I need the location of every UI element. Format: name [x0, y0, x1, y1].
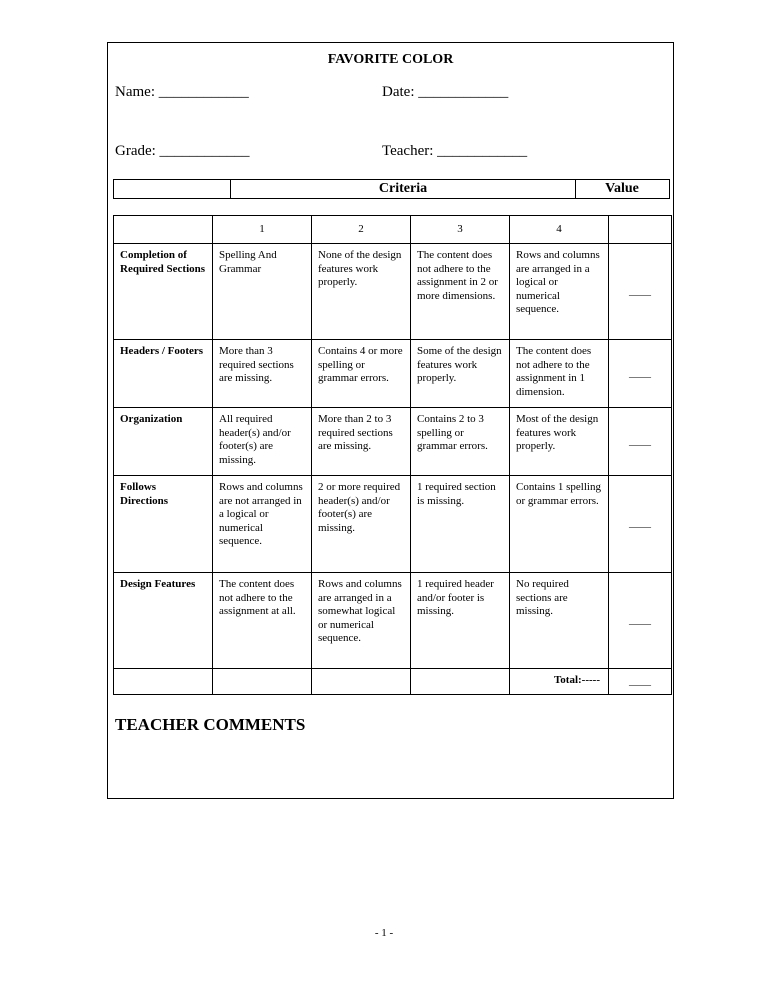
- descriptor-cell: None of the design features work properly.: [312, 244, 411, 340]
- score-column-1: 1: [213, 216, 312, 244]
- score-column-4: 4: [510, 216, 609, 244]
- criterion-label: Headers / Footers: [114, 340, 213, 408]
- descriptor-cell: 2 or more required header(s) and/or footer(s) are missing.: [312, 476, 411, 573]
- document-title: FAVORITE COLOR: [327, 52, 454, 67]
- rubric-page-frame: [107, 42, 674, 799]
- value-heading: Value: [605, 181, 639, 196]
- descriptor-cell: All required header(s) and/or footer(s) are missing.: [213, 408, 312, 476]
- rubric-row: [114, 573, 672, 669]
- rubric-header-row: [114, 216, 672, 244]
- total-label: Total:-----: [510, 669, 609, 695]
- score-column-3: 3: [411, 216, 510, 244]
- total-blank-cell: [411, 669, 510, 695]
- total-value-blank[interactable]: ____: [609, 669, 672, 695]
- total-blank-cell: [213, 669, 312, 695]
- criteria-heading: Criteria: [231, 180, 576, 198]
- criterion-label: Design Features: [114, 573, 213, 669]
- descriptor-cell: Contains 1 spelling or grammar errors.: [510, 476, 609, 573]
- descriptor-cell: More than 2 to 3 required sections are missing.: [312, 408, 411, 476]
- descriptor-cell: Some of the design features work properly.: [411, 340, 510, 408]
- descriptor-cell: Spelling And Grammar: [213, 244, 312, 340]
- rubric-row: [114, 340, 672, 408]
- descriptor-cell: Rows and columns are arranged in a somewhat logical or numerical sequence.: [312, 573, 411, 669]
- descriptor-cell: 1 required header and/or footer is missing.: [411, 573, 510, 669]
- descriptor-cell: Rows and columns are arranged in a logical or numerical sequence.: [510, 244, 609, 340]
- rubric-table: [113, 215, 672, 695]
- total-blank-cell: [114, 669, 213, 695]
- descriptor-cell: Contains 4 or more spelling or grammar errors.: [312, 340, 411, 408]
- rubric-row: [114, 408, 672, 476]
- criteria-header-bar: [113, 179, 670, 199]
- rubric-row: [114, 476, 672, 573]
- value-blank[interactable]: ____: [609, 340, 672, 408]
- descriptor-cell: The content does not adhere to the assignment in 1 dimension.: [510, 340, 609, 408]
- teacher-field: Teacher: ____________: [382, 143, 528, 159]
- descriptor-cell: The content does not adhere to the assignment in 2 or more dimensions.: [411, 244, 510, 340]
- name-field: Name: ____________: [115, 84, 249, 100]
- descriptor-cell: Contains 2 to 3 spelling or grammar errors.: [411, 408, 510, 476]
- value-blank[interactable]: ____: [609, 244, 672, 340]
- criterion-label: Organization: [114, 408, 213, 476]
- grade-field: Grade: ____________: [115, 143, 250, 159]
- criterion-label: Follows Directions: [114, 476, 213, 573]
- value-blank[interactable]: ____: [609, 408, 672, 476]
- descriptor-cell: Most of the design features work properly.: [510, 408, 609, 476]
- descriptor-cell: Rows and columns are not arranged in a logical or numerical sequence.: [213, 476, 312, 573]
- descriptor-cell: More than 3 required sections are missing.: [213, 340, 312, 408]
- page-number: - 1 -: [374, 927, 394, 939]
- score-column-2: 2: [312, 216, 411, 244]
- header-blank-cell: [114, 216, 213, 244]
- date-field: Date: ____________: [382, 84, 509, 100]
- descriptor-cell: 1 required section is missing.: [411, 476, 510, 573]
- descriptor-cell: No required sections are missing.: [510, 573, 609, 669]
- total-row: [114, 669, 672, 695]
- value-blank[interactable]: ____: [609, 476, 672, 573]
- total-blank-cell: [312, 669, 411, 695]
- rubric-row: [114, 244, 672, 340]
- criteria-bar-blank: [114, 180, 231, 198]
- criterion-label: Completion of Required Sections: [114, 244, 213, 340]
- header-value-cell: [609, 216, 672, 244]
- teacher-comments-heading: TEACHER COMMENTS: [115, 715, 306, 734]
- value-blank[interactable]: ____: [609, 573, 672, 669]
- descriptor-cell: The content does not adhere to the assignment at all.: [213, 573, 312, 669]
